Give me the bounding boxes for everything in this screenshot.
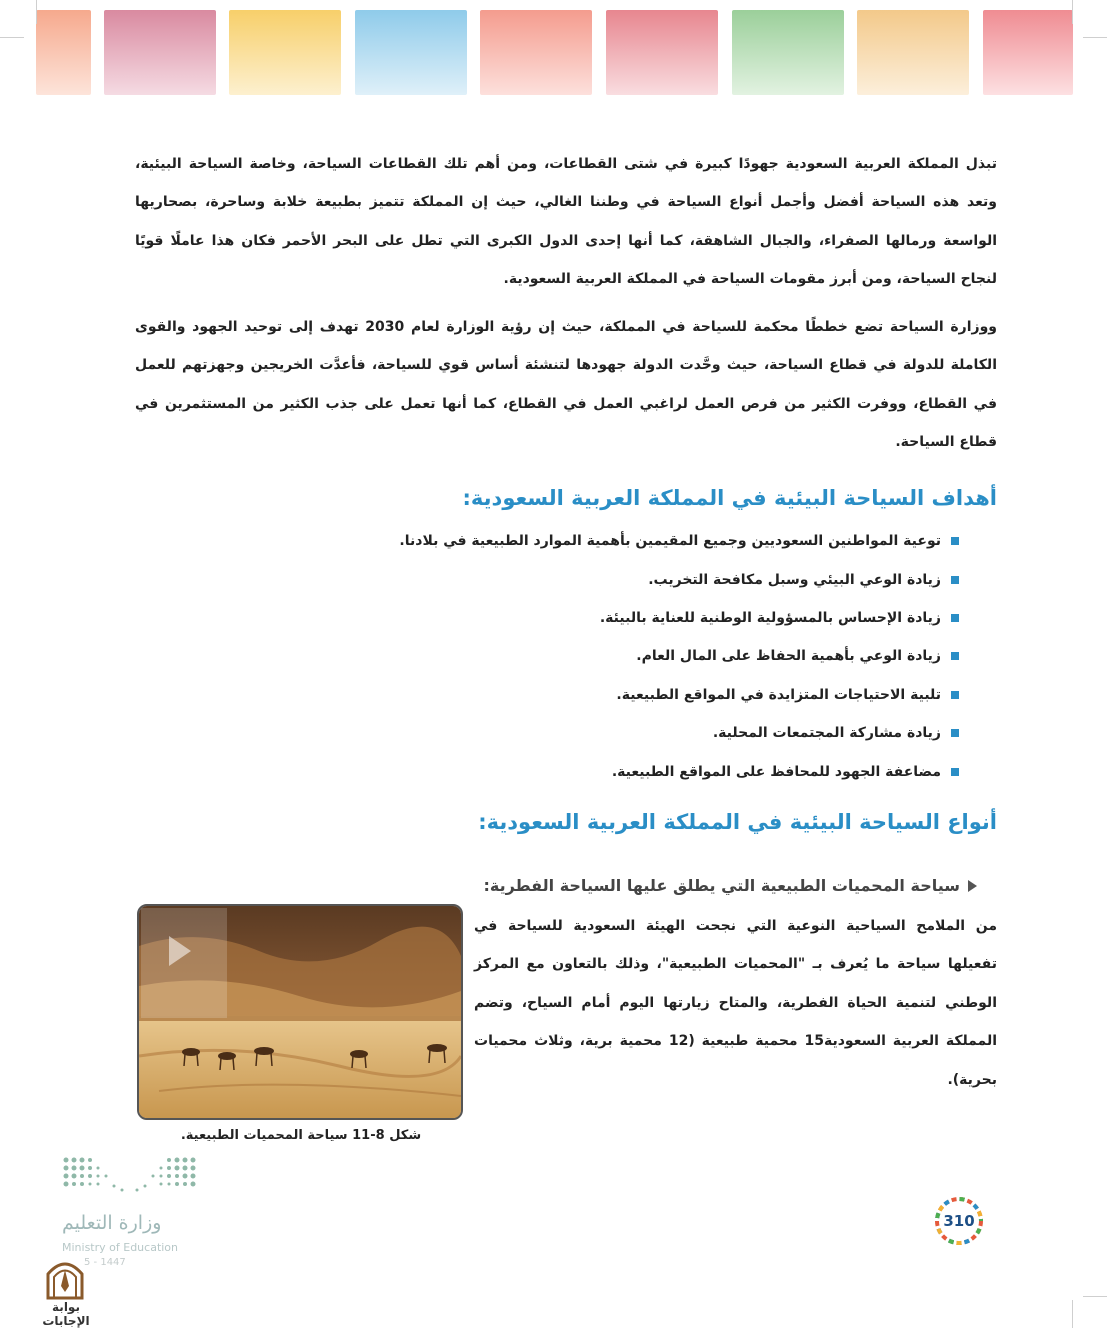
square-bullet-icon xyxy=(951,729,959,737)
reserves-subheading: سياحة المحميات الطبيعية التي يطلق عليها السياحة الفطرية: xyxy=(483,876,977,895)
figure-caption: شكل 8-11 سياحة المحميات الطبيعية. xyxy=(180,1128,422,1143)
crop-mark xyxy=(1083,37,1107,38)
list-item: توعية المواطنين السعوديين وجميع المقيمين بأهمية الموارد الطبيعية في بلادنا. xyxy=(359,522,959,560)
color-tab xyxy=(983,10,1073,95)
goals-list xyxy=(359,522,959,791)
top-color-tabs xyxy=(0,10,1107,95)
color-tab xyxy=(355,10,467,95)
color-tab xyxy=(857,10,969,95)
color-tab xyxy=(606,10,718,95)
ministry-name-ar: وزارة التعليم xyxy=(62,1212,162,1234)
list-item: زيادة الوعي البيئي وسبل مكافحة التخريب. xyxy=(359,560,959,598)
reserves-paragraph: من الملامح السياحية النوعية التي نجحت الهيئة السعودية للسياحة في تفعيلها سياحة ما يُعرف بـ "المحميات الطبيعية"، وذلك بالتعاون مع المركز الوطني لتنمية الحياة الفطرية، والمتاح زيارتها اليوم أمام السياح، وتضم المملكة العربية السعودية15 محمية طبيعية (12 محمية برية، وثلاث محميات بحرية). xyxy=(474,918,998,1088)
color-tab xyxy=(36,10,91,95)
list-item: مضاعفة الجهود للمحافظ على المواقع الطبيعية. xyxy=(359,752,959,790)
goals-heading: أهداف السياحة البيئية في المملكة العربية السعودية: xyxy=(462,486,997,510)
crop-mark xyxy=(0,37,24,38)
page-number: 310 xyxy=(943,1212,975,1230)
list-item: زيادة مشاركة المجتمعات المحلية. xyxy=(359,714,959,752)
color-tab xyxy=(732,10,844,95)
color-tab xyxy=(480,10,592,95)
crop-mark xyxy=(1072,0,1073,24)
ministry-name-en: Ministry of Education xyxy=(62,1241,179,1254)
color-tab xyxy=(229,10,341,95)
desert-gazelles-photo xyxy=(137,904,463,1120)
color-tab xyxy=(104,10,216,95)
answers-portal-logo-icon xyxy=(44,1256,86,1300)
crop-mark xyxy=(1083,1296,1107,1297)
intro-paragraph: تبذل المملكة العربية السعودية جهودًا كبيرة في شتى القطاعات، ومن أهم تلك القطاعات السياحة، وخاصة السياحة البيئية، وتعد هذه السياحة أفضل وأجمل أنواع السياحة في وطننا الغالي، حيث إن المملكة تتميز بطبيعة خلابة وساحرة، بصحاريها الواسعة ورمالها الصفراء، والجبال الشاهقة، كما أنها إحدى الدول الكبرى التي تطل على البحر الأحمر فكان هذا عاملًا قويًا لنجاح السياحة، ومن أبرز مقومات السياحة في المملكة العربية السعودية. xyxy=(135,156,997,288)
crop-mark xyxy=(1072,1300,1073,1328)
ministry-logo-dots-icon xyxy=(62,1156,197,1196)
list-item: تلبية الاحتياجات المتزايدة في المواقع الطبيعية. xyxy=(359,676,959,714)
square-bullet-icon xyxy=(951,537,959,545)
list-item: زيادة الإحساس بالمسؤولية الوطنية للعناية بالبيئة. xyxy=(359,599,959,637)
square-bullet-icon xyxy=(951,614,959,622)
square-bullet-icon xyxy=(951,652,959,660)
square-bullet-icon xyxy=(951,768,959,776)
ministry-paragraph: ووزارة السياحة تضع خططًا محكمة للسياحة في المملكة، حيث إن رؤية الوزارة لعام 2030 تهدف إلى توحيد الجهود والقوى الكاملة للدولة في قطاع السياحة، حيث وحَّدت الدولة جهودها لتنشئة أساس قوي للسياحة، فأعدَّت الخريجين وجهزتهم للعمل في القطاع، ووفرت الكثير من فرص العمل لراغبي العمل في القطاع، كما أنها تعمل على جذب الكثير من المستثمرين في قطاع السياحة. xyxy=(135,319,998,451)
square-bullet-icon xyxy=(951,576,959,584)
square-bullet-icon xyxy=(951,691,959,699)
ministry-year: 5 - 1447 xyxy=(84,1257,126,1268)
types-heading: أنواع السياحة البيئية في المملكة العربية السعودية: xyxy=(478,810,997,834)
triangle-bullet-icon xyxy=(968,880,977,892)
list-item: زيادة الوعي بأهمية الحفاظ على المال العام. xyxy=(359,637,959,675)
answers-portal-label: بوابة الإجابات xyxy=(42,1300,90,1328)
crop-mark xyxy=(36,0,37,24)
